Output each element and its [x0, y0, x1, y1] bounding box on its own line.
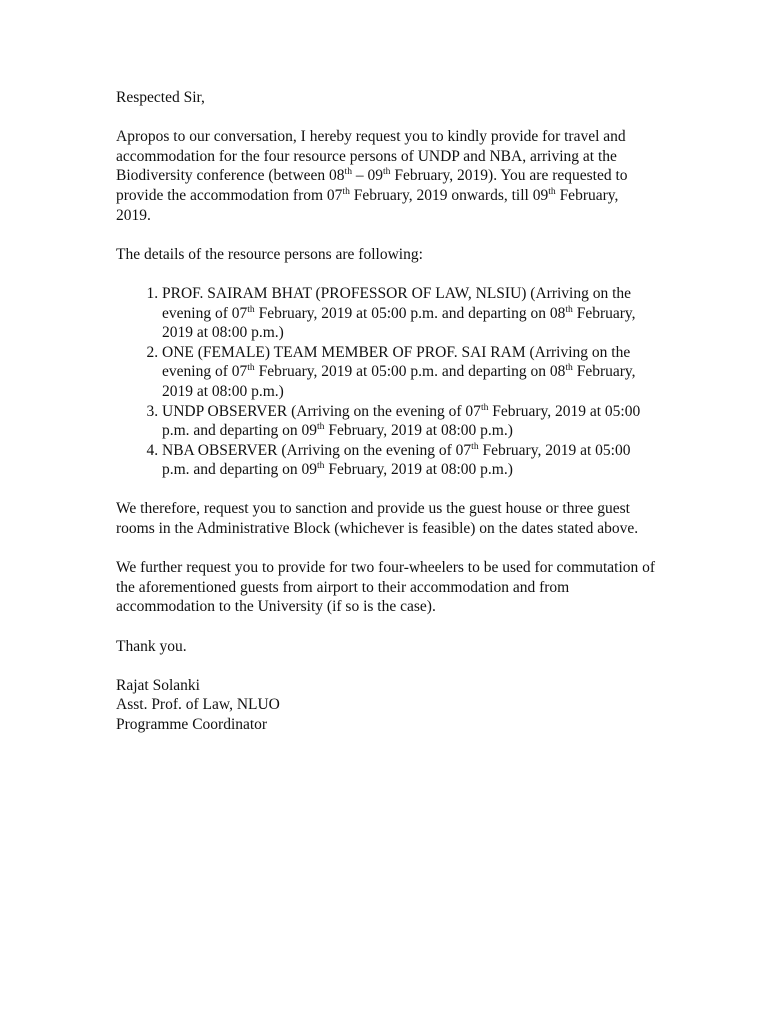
ordinal-suffix: th [316, 421, 325, 433]
resource-persons-list [116, 284, 656, 480]
list-item-text: February, 2019 at 08:00 p.m.) [324, 461, 513, 479]
salutation: Respected Sir, [116, 89, 205, 106]
ordinal-suffix: th [565, 362, 573, 374]
ordinal-suffix: th [471, 440, 479, 452]
ordinal-suffix: th [342, 186, 350, 198]
ordinal-suffix: th [247, 303, 255, 315]
intro-text: February, 2019 onwards, till 09 [349, 186, 549, 204]
list-item [162, 343, 656, 402]
list-item-text: February, 2019 at 08:00 p.m.) [162, 363, 636, 400]
list-item-text: February, 2019 at 08:00 p.m.) [162, 304, 636, 342]
list-item-text: February, 2019 at 08:00 p.m.) [324, 422, 513, 440]
ordinal-suffix: th [548, 186, 556, 198]
list-item-text: February, 2019 at 05:00 p.m. and departing on 08 [254, 363, 566, 381]
ordinal-suffix: th [383, 166, 391, 178]
list-item [162, 402, 656, 441]
ordinal-suffix: th [565, 303, 573, 315]
list-item-text: February, 2019 at 05:00 p.m. and departing on 09 [162, 441, 631, 479]
list-item-text: PROF. SAIRAM BHAT (PROFESSOR OF LAW, NLSIU) (Arriving on the evening of 07 [162, 284, 632, 322]
closing-line: Thank you. [116, 637, 187, 655]
list-item-text: February, 2019 at 05:00 p.m. and departing on 09 [162, 402, 641, 440]
signatory-name: Rajat Solanki [116, 676, 200, 694]
signatory-designation: Asst. Prof. of Law, NLUO [116, 696, 280, 714]
list-item-text: UNDP OBSERVER (Arriving on the evening of 07 [162, 402, 481, 420]
ordinal-suffix: th [247, 362, 255, 374]
ordinal-suffix: th [316, 460, 325, 472]
list-item [162, 441, 656, 480]
list-item [162, 284, 656, 343]
intro-text: February, 2019. [116, 186, 619, 224]
list-item-text: NBA OBSERVER (Arriving on the evening of 07 [162, 441, 472, 459]
intro-paragraph [116, 127, 656, 225]
ordinal-suffix: th [480, 401, 489, 413]
vehicle-request-paragraph: We further request you to provide for two four-wheelers to be used for commutation of the aforementioned guests from airport to their accommodation and from accommodation to the University (if so is the case). [116, 559, 656, 616]
ordinal-suffix: th [344, 166, 353, 178]
intro-text: February, 2019). You are requested to provide the accommodation from 07 [116, 167, 628, 204]
list-item-text: February, 2019 at 05:00 p.m. and departing on 08 [254, 304, 566, 322]
signature-block [116, 676, 656, 735]
letter-page [116, 88, 656, 735]
details-heading: The details of the resource persons are following: [116, 245, 423, 263]
intro-text: – 09 [352, 167, 384, 185]
signatory-role: Programme Coordinator [116, 716, 268, 733]
guest-house-request-paragraph: We therefore, request you to sanction and provide us the guest house or three guest rooms in the Administrative Block (whichever is feasible) on the dates stated above. [116, 500, 639, 538]
list-item-text: ONE (FEMALE) TEAM MEMBER OF PROF. SAI RAM (Arriving on the evening of 07 [162, 343, 631, 381]
intro-text: Apropos to our conversation, I hereby request you to kindly provide for travel and accommodation for the four resource persons of UNDP and NBA, arriving at the Biodiversity conference (between 08 [116, 128, 626, 185]
